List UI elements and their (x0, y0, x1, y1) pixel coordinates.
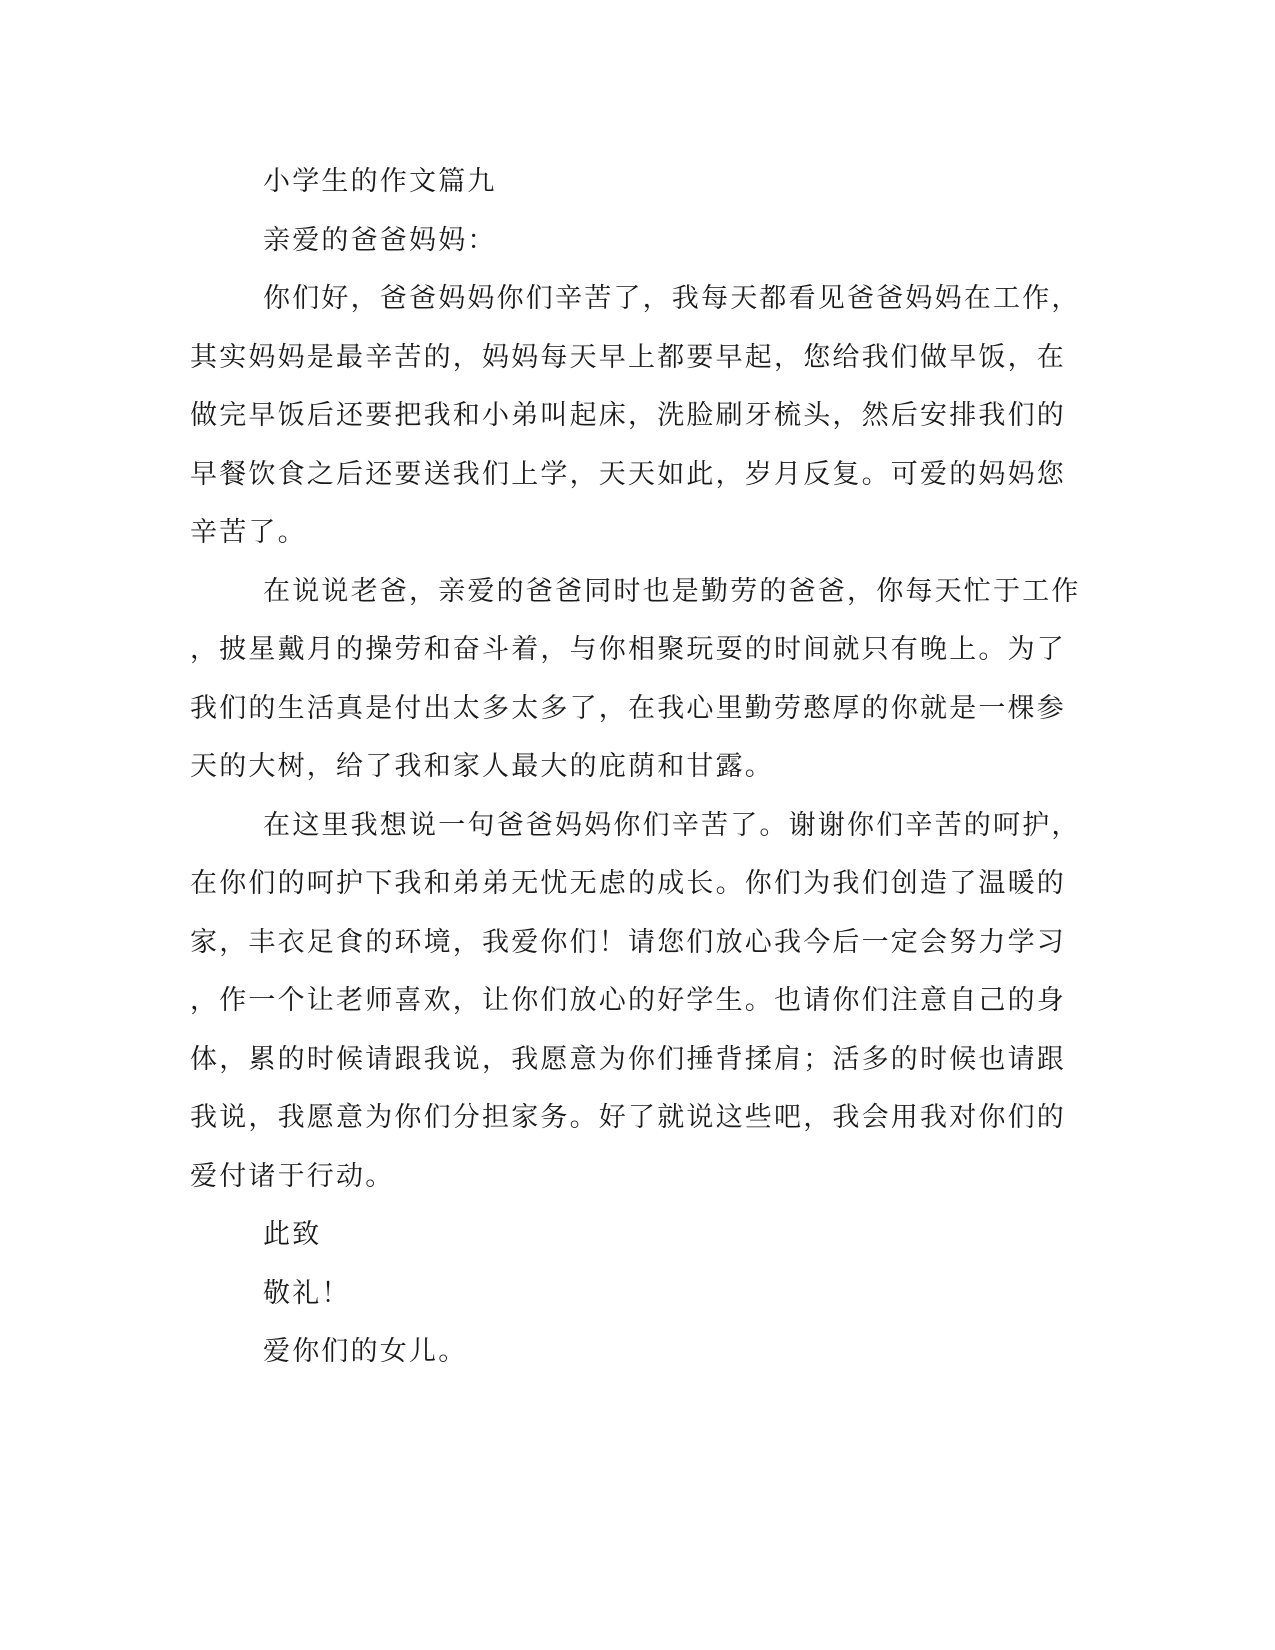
paragraph-2-line-1: 在说说老爸，亲爱的爸爸同时也是勤劳的爸爸，你每天忙于工作 (263, 576, 1081, 607)
paragraph-1-line-5: 辛苦了。 (190, 517, 307, 548)
paragraph-3-line-1: 在这里我想说一句爸爸妈妈你们辛苦了。谢谢你们辛苦的呵护， (263, 810, 1081, 841)
paragraph-3-line-3: 家，丰衣足食的环境，我爱你们！请您们放心我今后一定会努力学习 (190, 927, 1066, 958)
paragraph-2-line-3: 我们的生活真是付出太多太多了，在我心里勤劳憨厚的你就是一棵参 (190, 693, 1066, 724)
salutation: 亲爱的爸爸妈妈： (263, 225, 497, 256)
paragraph-3-line-5: 体，累的时候请跟我说，我愿意为你们捶背揉肩；活多的时候也请跟 (190, 1044, 1066, 1075)
document-title: 小学生的作文篇九 (263, 166, 497, 197)
signature: 爱你们的女儿。 (263, 1336, 468, 1367)
paragraph-1-line-2: 其实妈妈是最辛苦的，妈妈每天早上都要早起，您给我们做早饭，在 (190, 342, 1066, 373)
closing: 此致 (263, 1219, 322, 1250)
paragraph-1-line-4: 早餐饮食之后还要送我们上学，天天如此，岁月反复。可爱的妈妈您 (190, 459, 1066, 490)
paragraph-1-line-1: 你们好，爸爸妈妈你们辛苦了，我每天都看见爸爸妈妈在工作， (263, 283, 1081, 314)
paragraph-3-line-2: 在你们的呵护下我和弟弟无忧无虑的成长。你们为我们创造了温暖的 (190, 868, 1066, 899)
paragraph-1-line-3: 做完早饭后还要把我和小弟叫起床，洗脸刷牙梳头，然后安排我们的 (190, 400, 1066, 431)
regards: 敬礼！ (263, 1278, 351, 1309)
paragraph-3-line-6: 我说，我愿意为你们分担家务。好了就说这些吧，我会用我对你们的 (190, 1102, 1066, 1133)
paragraph-3-line-7: 爱付诸于行动。 (190, 1161, 395, 1192)
paragraph-2-line-4: 天的大树，给了我和家人最大的庇荫和甘露。 (190, 751, 774, 782)
paragraph-3-line-4: ，作一个让老师喜欢，让你们放心的好学生。也请你们注意自己的身 (190, 985, 1066, 1016)
paragraph-2-line-2: ，披星戴月的操劳和奋斗着，与你相聚玩耍的时间就只有晚上。为了 (190, 634, 1066, 665)
